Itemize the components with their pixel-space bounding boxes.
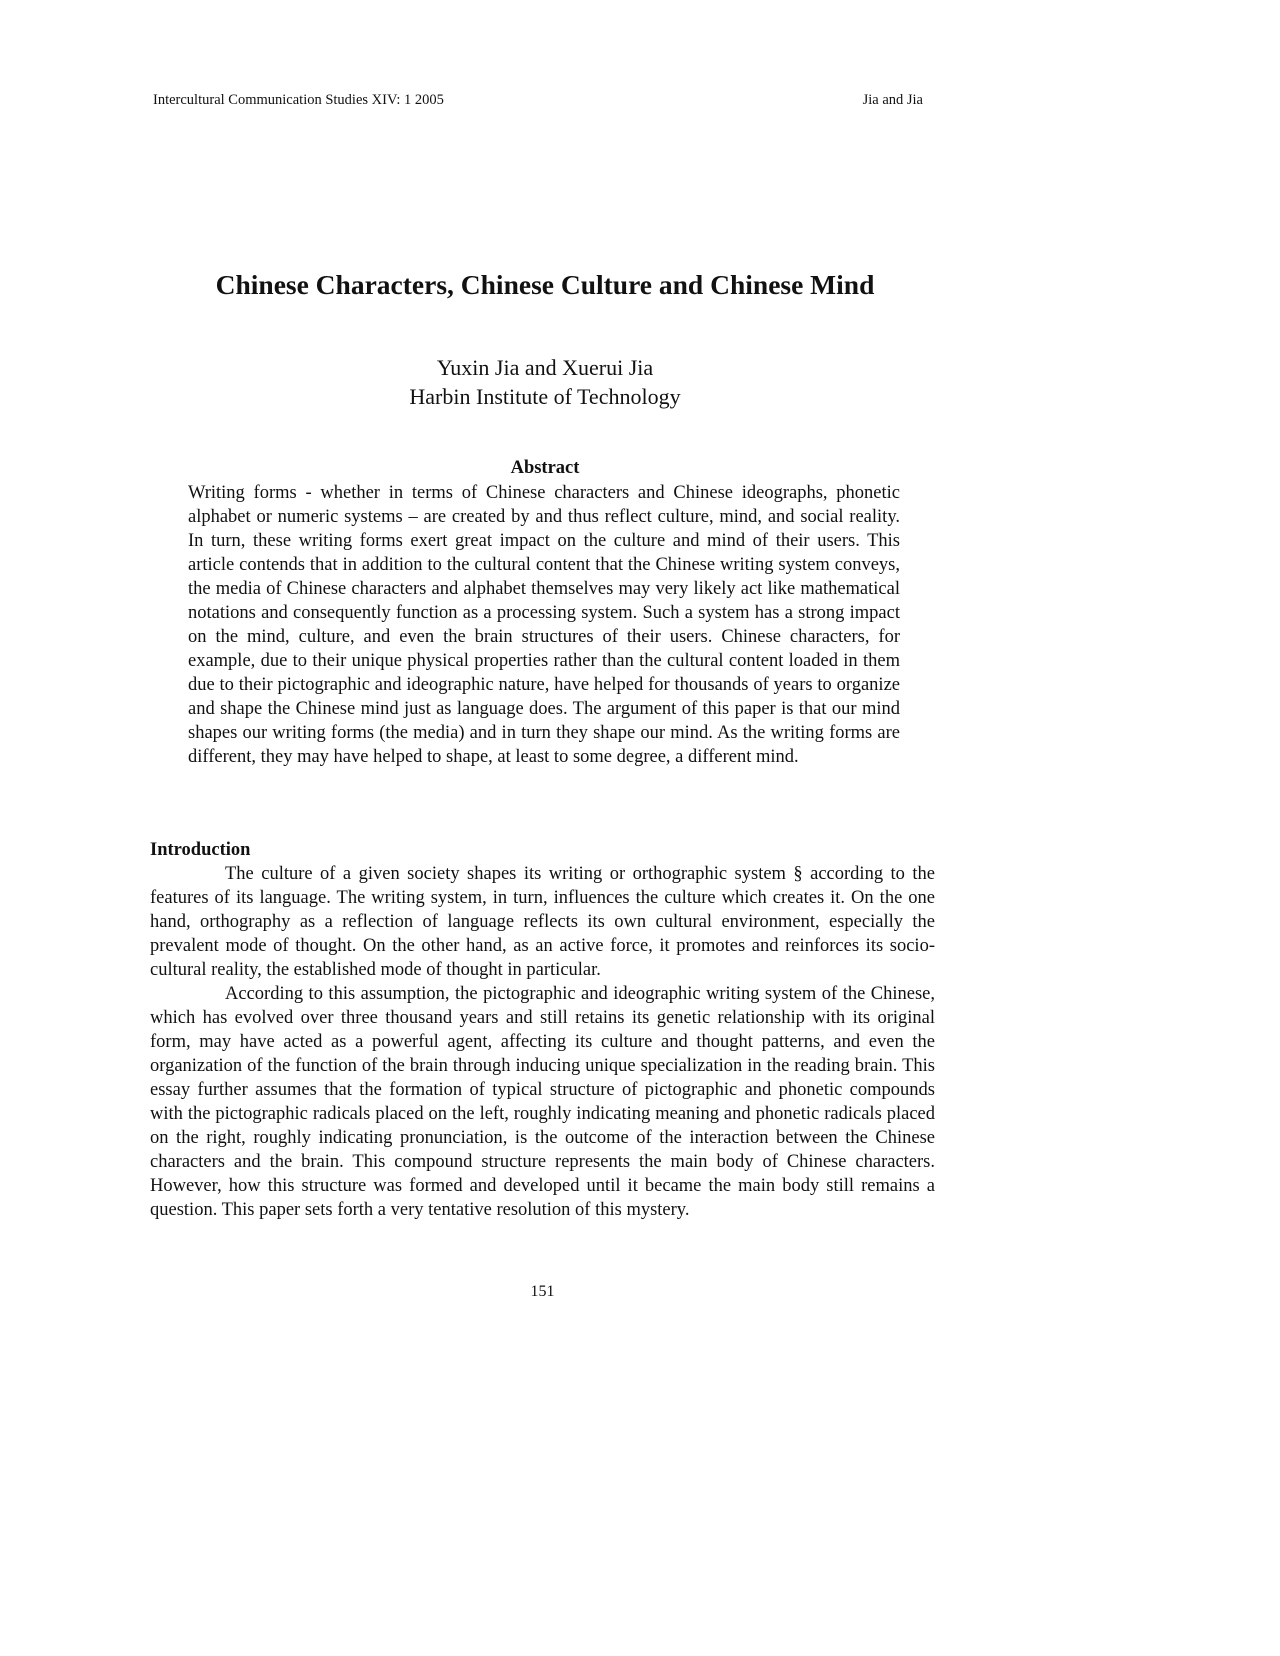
- abstract-body: Writing forms - whether in terms of Chinese characters and Chinese ideographs, phonetic alphabet or numeric systems – are created by and thus reflect culture, mind, and social reality. In turn, these writing forms exert great impact on the culture and mind of their users. This article contends that in addition to the cultural content that the Chinese writing system conveys, the media of Chinese characters and alphabet themselves may very likely act like mathematical notations and consequently function as a processing system. Such a system has a strong impact on the mind, culture, and even the brain structures of their users. Chinese characters, for example, due to their unique physical properties rather than the cultural content loaded in them due to their pictographic and ideographic nature, have helped for thousands of years to organize and shape the Chinese mind just as language does. The argument of this paper is that our mind shapes our writing forms (the media) and in turn they shape our mind. As the writing forms are different, they may have helped to shape, at least to some degree, a different mind.: [188, 483, 900, 767]
- introduction-body: [150, 862, 935, 1222]
- introduction-heading: Introduction: [150, 840, 251, 860]
- running-header: [153, 90, 923, 110]
- introduction-paragraph-2: According to this assumption, the pictographic and ideographic writing system of the Chinese, which has evolved over three thousand years and still retains its genetic relationship with its original form, may have acted as a powerful agent, affecting its culture and thought patterns, and even the organization of the function of the brain through inducing unique specialization in the reading brain. This essay further assumes that the formation of typical structure of pictographic and phonetic compounds with the pictographic radicals placed on the left, roughly indicating meaning and phonetic radicals placed on the right, roughly indicating pronunciation, is the outcome of the interaction between the Chinese characters and the brain. This compound structure represents the main body of Chinese characters. However, how this structure was formed and developed until it became the main body still remains a question. This paper sets forth a very tentative resolution of this mystery.: [150, 984, 935, 1220]
- introduction-paragraph-1: The culture of a given society shapes its writing or orthographic system § according to the features of its language. The writing system, in turn, influences the culture which creates it. On the one hand, orthography as a reflection of language reflects its own cultural environment, especially the prevalent mode of thought. On the other hand, as an active force, it promotes and reinforces its socio-cultural reality, the established mode of thought in particular.: [150, 864, 935, 980]
- abstract-heading: Abstract: [510, 458, 580, 478]
- paper-title: Chinese Characters, Chinese Culture and Chinese Mind: [215, 269, 875, 300]
- running-head-authors: Jia and Jia: [862, 92, 923, 108]
- author-affiliation: Harbin Institute of Technology: [409, 384, 681, 409]
- author-names: Yuxin Jia and Xuerui Jia: [436, 355, 654, 380]
- author-block: [150, 353, 940, 411]
- journal-citation: Intercultural Communication Studies XIV: 1 2005: [153, 92, 444, 108]
- page-number: 151: [530, 1283, 555, 1300]
